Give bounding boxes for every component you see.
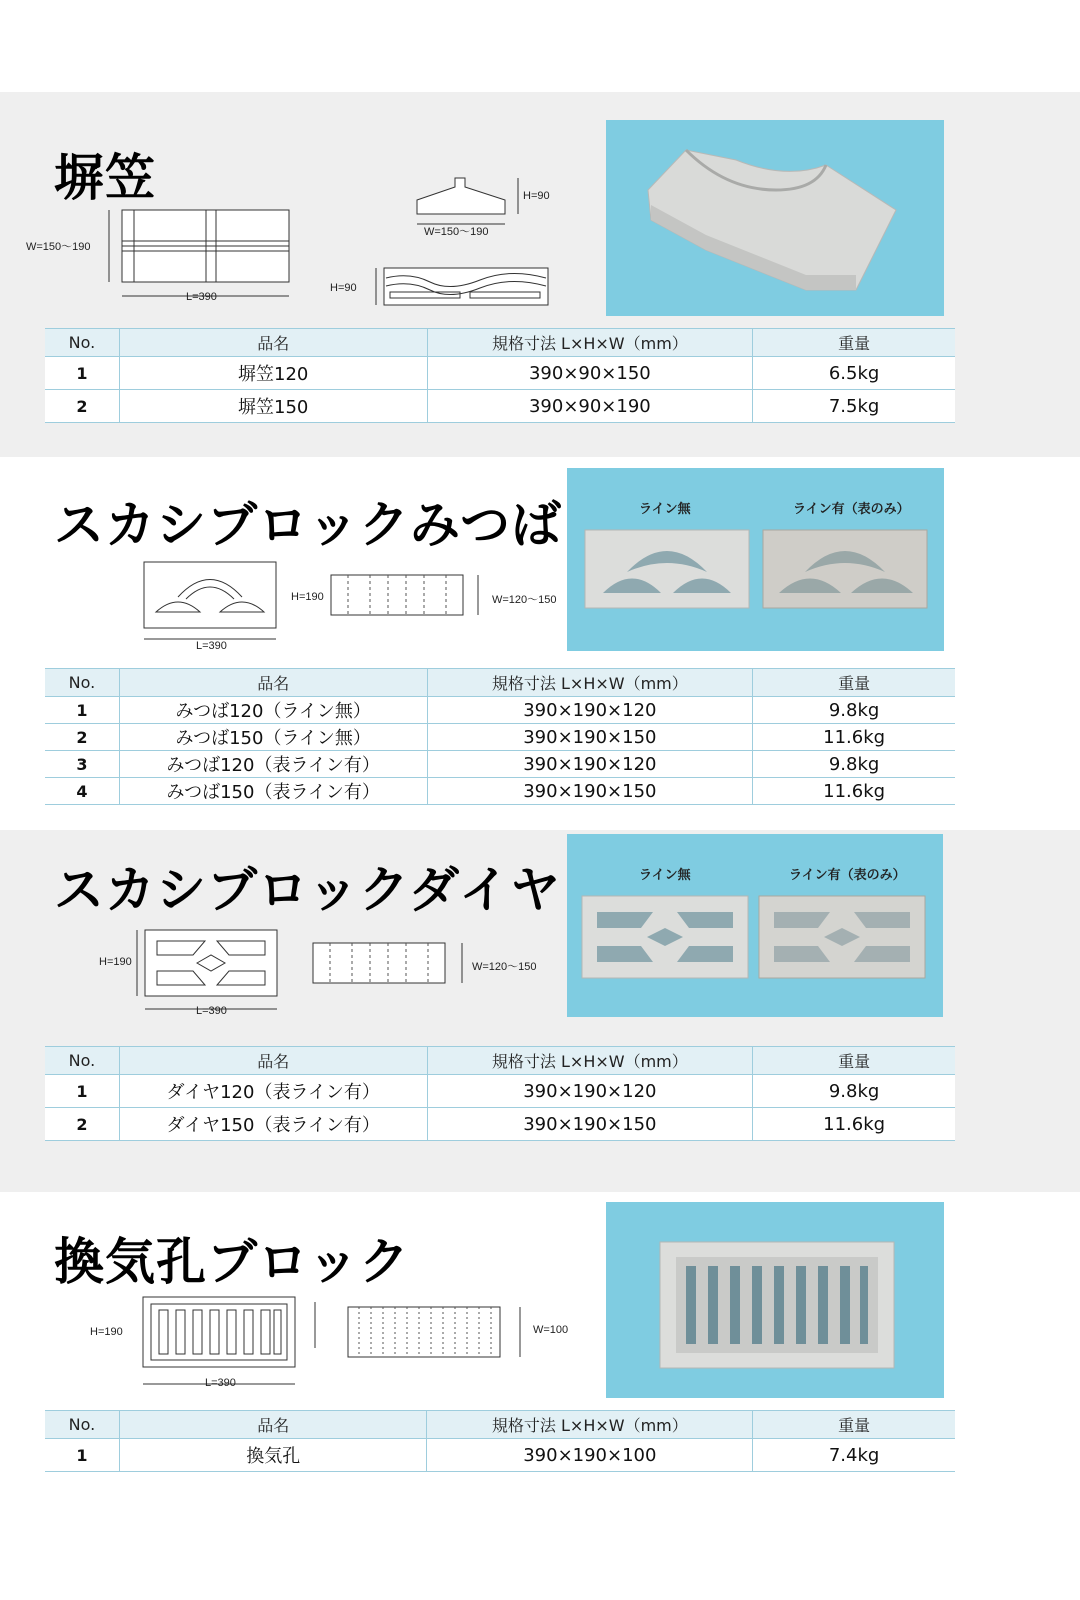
dim-width: W=150〜190 — [26, 241, 91, 253]
cell-dims: 390×90×190 — [427, 390, 753, 423]
cell-name: ダイヤ120（表ライン有） — [119, 1075, 427, 1108]
cell-dims: 390×190×100 — [427, 1439, 753, 1472]
section-title: 塀笠 — [54, 149, 156, 207]
col-name: 品名 — [119, 1411, 427, 1439]
cell-name: みつば120（表ライン有） — [119, 751, 427, 778]
cell-weight: 7.5kg — [753, 390, 955, 423]
side-view-diagram — [370, 264, 560, 312]
col-weight: 重量 — [753, 329, 955, 357]
cell-dims: 390×190×120 — [427, 751, 753, 778]
col-no: No. — [45, 329, 119, 357]
cell-dims: 390×190×150 — [427, 724, 753, 751]
col-weight: 重量 — [753, 669, 955, 697]
section-title: 換気孔ブロック — [54, 1233, 410, 1291]
photo-label-with-line: ライン有（表のみ） — [789, 868, 906, 883]
col-no: No. — [45, 1047, 119, 1075]
cell-weight: 7.4kg — [753, 1439, 955, 1472]
col-weight: 重量 — [753, 1047, 955, 1075]
cell-weight: 11.6kg — [753, 778, 955, 805]
col-dims: 規格寸法 L×H×W（mm） — [427, 1411, 753, 1439]
photo-label-no-line: ライン無 — [639, 502, 691, 517]
dim-height: H=190 — [291, 591, 324, 603]
cell-name: 換気孔 — [119, 1439, 427, 1472]
product-photo — [606, 120, 944, 316]
cell-weight: 9.8kg — [753, 1075, 955, 1108]
spec-table-mitsuba — [45, 668, 955, 805]
cell-no: 3 — [45, 751, 119, 778]
side-view-diagram — [328, 572, 488, 620]
front-view-diagram — [138, 557, 288, 652]
col-name: 品名 — [119, 329, 427, 357]
photo-label-no-line: ライン無 — [639, 868, 691, 883]
table-row — [45, 1439, 955, 1472]
col-dims: 規格寸法 L×H×W（mm） — [427, 669, 753, 697]
col-dims: 規格寸法 L×H×W（mm） — [427, 1047, 753, 1075]
cell-no: 1 — [45, 697, 119, 724]
col-weight: 重量 — [753, 1411, 955, 1439]
dim-height: H=90 — [523, 190, 550, 202]
spec-table-ventilation — [45, 1410, 955, 1472]
dim-length: L=390 — [186, 291, 217, 303]
side-view-diagram — [310, 940, 470, 988]
table-row — [45, 751, 955, 778]
table-row — [45, 357, 955, 390]
table-row — [45, 1108, 955, 1141]
spec-table-diamond — [45, 1046, 955, 1141]
table-row — [45, 778, 955, 805]
col-dims: 規格寸法 L×H×W（mm） — [427, 329, 753, 357]
cell-name: みつば150（ライン無） — [119, 724, 427, 751]
cell-weight: 9.8kg — [753, 751, 955, 778]
dim-width: W=100 — [533, 1324, 569, 1336]
cell-dims: 390×190×120 — [427, 697, 753, 724]
cell-no: 2 — [45, 390, 119, 423]
cell-no: 1 — [45, 1439, 119, 1472]
cell-dims: 390×190×120 — [427, 1075, 753, 1108]
section-title: スカシブロックダイヤ — [54, 861, 561, 919]
table-row — [45, 390, 955, 423]
dim-width-section: W=150〜190 — [424, 226, 489, 238]
dim-width: W=120〜150 — [472, 961, 537, 973]
dim-height: H=190 — [90, 1326, 123, 1338]
col-no: No. — [45, 1411, 119, 1439]
cell-no: 1 — [45, 357, 119, 390]
cell-dims: 390×90×150 — [427, 357, 753, 390]
cell-no: 2 — [45, 724, 119, 751]
cell-name: ダイヤ150（表ライン有） — [119, 1108, 427, 1141]
product-photo — [567, 468, 944, 651]
photo-label-with-line: ライン有（表のみ） — [793, 502, 910, 517]
cell-dims: 390×190×150 — [427, 1108, 753, 1141]
table-row — [45, 697, 955, 724]
cell-weight: 6.5kg — [753, 357, 955, 390]
cell-weight: 11.6kg — [753, 724, 955, 751]
col-name: 品名 — [119, 669, 427, 697]
front-view-diagram — [135, 925, 285, 1015]
cell-name: みつば150（表ライン有） — [119, 778, 427, 805]
cell-no: 2 — [45, 1108, 119, 1141]
cell-name: みつば120（ライン無） — [119, 697, 427, 724]
cell-name: 塀笠150 — [119, 390, 427, 423]
cell-no: 1 — [45, 1075, 119, 1108]
product-photo — [567, 834, 943, 1017]
product-photo — [606, 1202, 944, 1398]
cell-name: 塀笠120 — [119, 357, 427, 390]
spec-table-heikasa — [45, 328, 955, 423]
dim-length: L=390 — [196, 1005, 227, 1017]
dim-width: W=120〜150 — [492, 594, 557, 606]
cell-dims: 390×190×150 — [427, 778, 753, 805]
dim-length: L=390 — [205, 1377, 236, 1389]
section-title: スカシブロックみつば — [54, 496, 562, 554]
dim-height: H=190 — [99, 956, 132, 968]
cell-no: 4 — [45, 778, 119, 805]
cell-weight: 9.8kg — [753, 697, 955, 724]
dim-height-side: H=90 — [330, 282, 357, 294]
col-no: No. — [45, 669, 119, 697]
side-view-diagram — [345, 1304, 530, 1364]
dim-length: L=390 — [196, 640, 227, 652]
col-name: 品名 — [119, 1047, 427, 1075]
cell-weight: 11.6kg — [753, 1108, 955, 1141]
table-row — [45, 1075, 955, 1108]
table-row — [45, 724, 955, 751]
